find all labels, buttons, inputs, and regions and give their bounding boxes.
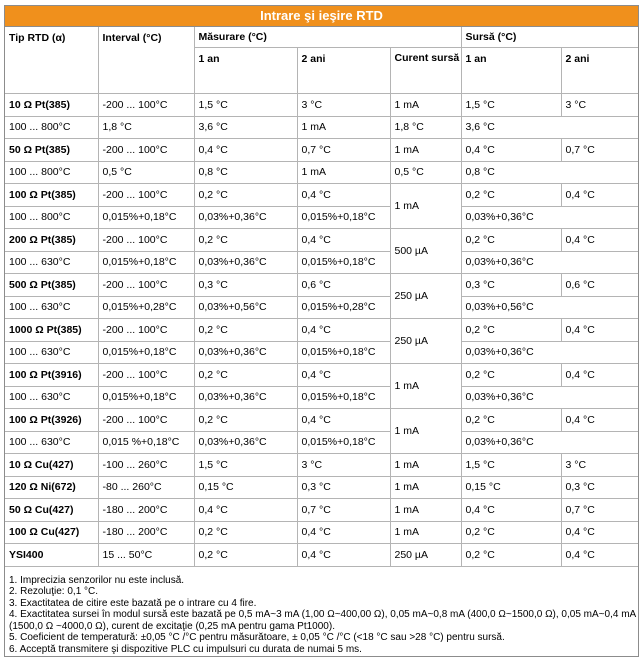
measure-2yr-cell: 0,7 °C — [297, 499, 390, 522]
range-cell: -80 ... 260°C — [98, 476, 194, 499]
measure-1yr-cell: 0,4 °C — [194, 139, 297, 162]
footnote-item: 4. Exactitatea sursei în modul sursă este bazată pe 0,5 mA~3 mA (1,00 Ω~400,00 Ω), 0,05 mA~0,8 mA (400,0 Ω~1500,0 Ω), 0,05 mA~0,4 mA (1500,0 Ω ~4000,0 Ω), curent de excitaţie (0,25 mA pentru gama Pt1000). — [9, 609, 636, 632]
measure-1yr-cell: 0,15 °C — [194, 476, 297, 499]
measure-2yr-cell: 3 °C — [297, 454, 390, 477]
measure-1yr-cell: 1,5 °C — [194, 454, 297, 477]
table-row — [5, 341, 638, 364]
header-source-2yr: 2 ani — [561, 48, 638, 94]
source-current-cell: 1 mA — [390, 184, 461, 229]
range-cell: 100 ... 630°C — [5, 341, 98, 364]
header-range: Interval (°C) — [98, 27, 194, 94]
rtd-type-cell: 100 Ω Pt(385) — [5, 184, 98, 207]
rtd-type-cell: 10 Ω Pt(385) — [5, 94, 98, 117]
measure-2yr-cell: 0,4 °C — [297, 319, 390, 342]
source-2yr-cell: 0,4 °C — [561, 319, 638, 342]
measure-1yr-cell: 1,8 °C — [98, 116, 194, 139]
source-current-cell: 1 mA — [390, 476, 461, 499]
measure-2yr-cell: 0,4 °C — [297, 521, 390, 544]
measure-2yr-cell: 0,7 °C — [297, 139, 390, 162]
rtd-type-cell: 50 Ω Pt(385) — [5, 139, 98, 162]
source-1yr-cell: 0,2 °C — [461, 521, 561, 544]
source-1yr-cell: 0,4 °C — [461, 499, 561, 522]
measure-1yr-cell: 0,2 °C — [194, 544, 297, 567]
table-row — [5, 296, 638, 319]
measure-2yr-cell: 0,03%+0,36°C — [194, 341, 297, 364]
range-cell: 15 ... 50°C — [98, 544, 194, 567]
footnote-item: 2. Rezoluţie: 0,1 °C. — [9, 586, 99, 598]
source-2yr-cell: 0,03%+0,36°C — [461, 386, 561, 409]
rtd-type-cell: 10 Ω Cu(427) — [5, 454, 98, 477]
measure-2yr-cell: 0,03%+0,36°C — [194, 206, 297, 229]
measure-2yr-cell: 0,03%+0,36°C — [194, 251, 297, 274]
header-measure: Măsurare (°C) — [194, 27, 461, 48]
measure-2yr-cell: 0,4 °C — [297, 364, 390, 387]
table-row — [5, 431, 638, 454]
source-current-cell: 1 mA — [390, 454, 461, 477]
source-2yr-cell: 0,03%+0,36°C — [461, 206, 561, 229]
source-2yr-cell: 0,6 °C — [561, 274, 638, 297]
header-source-1yr: 1 an — [461, 48, 561, 94]
measure-1yr-cell: 0,015%+0,28°C — [98, 296, 194, 319]
table-row — [5, 386, 638, 409]
table-row — [5, 184, 638, 207]
source-1yr-cell: 0,2 °C — [461, 544, 561, 567]
range-cell: 100 ... 800°C — [5, 206, 98, 229]
measure-1yr-cell: 0,5 °C — [98, 161, 194, 184]
source-2yr-cell: 3 °C — [561, 94, 638, 117]
source-2yr-cell: 0,03%+0,36°C — [461, 341, 561, 364]
measure-1yr-cell: 0,015%+0,18°C — [98, 251, 194, 274]
source-current-cell: 1 mA — [390, 409, 461, 454]
source-1yr-cell: 1,5 °C — [461, 94, 561, 117]
rtd-type-cell: 200 Ω Pt(385) — [5, 229, 98, 252]
table-row — [5, 94, 638, 117]
measure-1yr-cell: 0,3 °C — [194, 274, 297, 297]
source-2yr-cell: 3 °C — [561, 454, 638, 477]
table-row — [5, 476, 638, 499]
source-2yr-cell: 0,4 °C — [561, 229, 638, 252]
range-cell: -180 ... 200°C — [98, 499, 194, 522]
measure-1yr-cell: 0,2 °C — [194, 229, 297, 252]
source-2yr-cell: 0,4 °C — [561, 409, 638, 432]
range-cell: -200 ... 100°C — [98, 94, 194, 117]
source-2yr-cell: 0,03%+0,36°C — [461, 431, 561, 454]
footnote-item: 1. Imprecizia senzorilor nu este inclusă. — [9, 574, 185, 586]
source-2yr-cell: 0,4 °C — [561, 521, 638, 544]
source-1yr-cell: 0,2 °C — [461, 184, 561, 207]
source-current-cell: 1 mA — [390, 139, 461, 162]
source-1yr-cell: 0,2 °C — [461, 319, 561, 342]
range-cell: -200 ... 100°C — [98, 364, 194, 387]
header-measure-2yr: 2 ani — [297, 48, 390, 94]
measure-1yr-cell: 0,015%+0,18°C — [98, 341, 194, 364]
measure-2yr-cell: 0,3 °C — [297, 476, 390, 499]
source-current-cell: 500 µA — [390, 229, 461, 274]
source-1yr-cell: 0,15 °C — [461, 476, 561, 499]
rtd-type-cell: 100 Ω Pt(3916) — [5, 364, 98, 387]
range-cell: -200 ... 100°C — [98, 184, 194, 207]
source-2yr-cell: 0,03%+0,36°C — [461, 251, 561, 274]
source-2yr-cell: 0,8 °C — [461, 161, 561, 184]
measure-2yr-cell: 0,4 °C — [297, 409, 390, 432]
measure-2yr-cell: 3,6 °C — [194, 116, 297, 139]
rtd-type-cell: 100 Ω Cu(427) — [5, 521, 98, 544]
source-2yr-cell: 0,3 °C — [561, 476, 638, 499]
table-row — [5, 319, 638, 342]
range-cell: -100 ... 260°C — [98, 454, 194, 477]
source-1yr-cell: 0,015%+0,18°C — [297, 431, 390, 454]
rtd-type-cell: 120 Ω Ni(672) — [5, 476, 98, 499]
range-cell: -200 ... 100°C — [98, 139, 194, 162]
source-1yr-cell: 0,2 °C — [461, 229, 561, 252]
table-row — [5, 521, 638, 544]
measure-2yr-cell: 0,4 °C — [297, 184, 390, 207]
source-2yr-cell: 0,4 °C — [561, 544, 638, 567]
spec-grid — [5, 27, 638, 567]
range-cell: -200 ... 100°C — [98, 409, 194, 432]
source-2yr-cell: 3,6 °C — [461, 116, 561, 139]
source-2yr-cell: 0,4 °C — [561, 364, 638, 387]
source-current-cell: 1 mA — [390, 364, 461, 409]
source-2yr-cell: 0,7 °C — [561, 139, 638, 162]
range-cell: 100 ... 630°C — [5, 296, 98, 319]
measure-2yr-cell: 0,03%+0,36°C — [194, 386, 297, 409]
source-1yr-cell: 0,2 °C — [461, 364, 561, 387]
measure-1yr-cell: 0,015%+0,18°C — [98, 206, 194, 229]
measure-1yr-cell: 0,2 °C — [194, 364, 297, 387]
header-current: Curent sursă — [390, 48, 461, 94]
source-current-cell: 250 µA — [390, 274, 461, 319]
table-row — [5, 364, 638, 387]
measure-1yr-cell: 0,2 °C — [194, 184, 297, 207]
source-1yr-cell: 0,3 °C — [461, 274, 561, 297]
range-cell: -180 ... 200°C — [98, 521, 194, 544]
range-cell: 100 ... 630°C — [5, 386, 98, 409]
footnotes — [5, 567, 638, 656]
range-cell: 100 ... 630°C — [5, 431, 98, 454]
source-1yr-cell: 1,8 °C — [390, 116, 461, 139]
range-cell: -200 ... 100°C — [98, 229, 194, 252]
source-1yr-cell: 0,015%+0,18°C — [297, 341, 390, 364]
source-1yr-cell: 0,015%+0,28°C — [297, 296, 390, 319]
measure-1yr-cell: 0,2 °C — [194, 409, 297, 432]
range-cell: 100 ... 800°C — [5, 161, 98, 184]
source-1yr-cell: 0,015%+0,18°C — [297, 251, 390, 274]
header-measure-1yr: 1 an — [194, 48, 297, 94]
source-1yr-cell: 0,4 °C — [461, 139, 561, 162]
source-1yr-cell: 0,5 °C — [390, 161, 461, 184]
footnote-item: 6. Acceptă transmitere şi dispozitive PLC cu impulsuri cu durata de numai 5 ms. — [9, 644, 362, 656]
footnote-item: 5. Coeficient de temperatură: ±0,05 °C /°C pentru măsurătoare, ± 0,05 °C /°C (<18 °C sau >28 °C) pentru sursă. — [9, 632, 505, 644]
table-row — [5, 139, 638, 162]
table-row — [5, 499, 638, 522]
table-row — [5, 161, 638, 184]
range-cell: -200 ... 100°C — [98, 319, 194, 342]
header-source: Sursă (°C) — [461, 27, 638, 48]
measure-2yr-cell: 3 °C — [297, 94, 390, 117]
source-1yr-cell: 0,015%+0,18°C — [297, 206, 390, 229]
measure-2yr-cell: 0,8 °C — [194, 161, 297, 184]
source-current-cell: 1 mA — [297, 161, 390, 184]
measure-2yr-cell: 0,4 °C — [297, 229, 390, 252]
footnote-item: 3. Exactitatea de citire este bazată pe o intrare cu 4 fire. — [9, 597, 257, 609]
source-1yr-cell: 0,2 °C — [461, 409, 561, 432]
measure-2yr-cell: 0,6 °C — [297, 274, 390, 297]
measure-1yr-cell: 1,5 °C — [194, 94, 297, 117]
table-row — [5, 274, 638, 297]
table-row — [5, 251, 638, 274]
table-row — [5, 116, 638, 139]
source-current-cell: 1 mA — [297, 116, 390, 139]
rtd-type-cell: 100 Ω Pt(3926) — [5, 409, 98, 432]
rtd-type-cell: 50 Ω Cu(427) — [5, 499, 98, 522]
source-current-cell: 1 mA — [390, 94, 461, 117]
measure-1yr-cell: 0,015 %+0,18°C — [98, 431, 194, 454]
table-row — [5, 409, 638, 432]
rtd-type-cell: 1000 Ω Pt(385) — [5, 319, 98, 342]
range-cell: 100 ... 630°C — [5, 251, 98, 274]
table-row — [5, 229, 638, 252]
rtd-spec-table — [4, 5, 639, 657]
measure-1yr-cell: 0,2 °C — [194, 521, 297, 544]
rtd-type-cell: YSI400 — [5, 544, 98, 567]
table-row — [5, 544, 638, 567]
rtd-type-cell: 500 Ω Pt(385) — [5, 274, 98, 297]
measure-1yr-cell: 0,4 °C — [194, 499, 297, 522]
table-row — [5, 454, 638, 477]
range-cell: 100 ... 800°C — [5, 116, 98, 139]
source-current-cell: 250 µA — [390, 319, 461, 364]
source-1yr-cell: 0,015%+0,18°C — [297, 386, 390, 409]
source-current-cell: 250 µA — [390, 544, 461, 567]
measure-2yr-cell: 0,03%+0,36°C — [194, 431, 297, 454]
source-current-cell: 1 mA — [390, 499, 461, 522]
source-1yr-cell: 1,5 °C — [461, 454, 561, 477]
measure-1yr-cell: 0,2 °C — [194, 319, 297, 342]
table-row — [5, 206, 638, 229]
source-2yr-cell: 0,4 °C — [561, 184, 638, 207]
table-title: Intrare şi ieşire RTD — [5, 6, 638, 27]
range-cell: -200 ... 100°C — [98, 274, 194, 297]
source-2yr-cell: 0,03%+0,56°C — [461, 296, 561, 319]
measure-1yr-cell: 0,015%+0,18°C — [98, 386, 194, 409]
measure-2yr-cell: 0,4 °C — [297, 544, 390, 567]
source-current-cell: 1 mA — [390, 521, 461, 544]
source-2yr-cell: 0,7 °C — [561, 499, 638, 522]
measure-2yr-cell: 0,03%+0,56°C — [194, 296, 297, 319]
header-type: Tip RTD (α) — [5, 27, 98, 94]
